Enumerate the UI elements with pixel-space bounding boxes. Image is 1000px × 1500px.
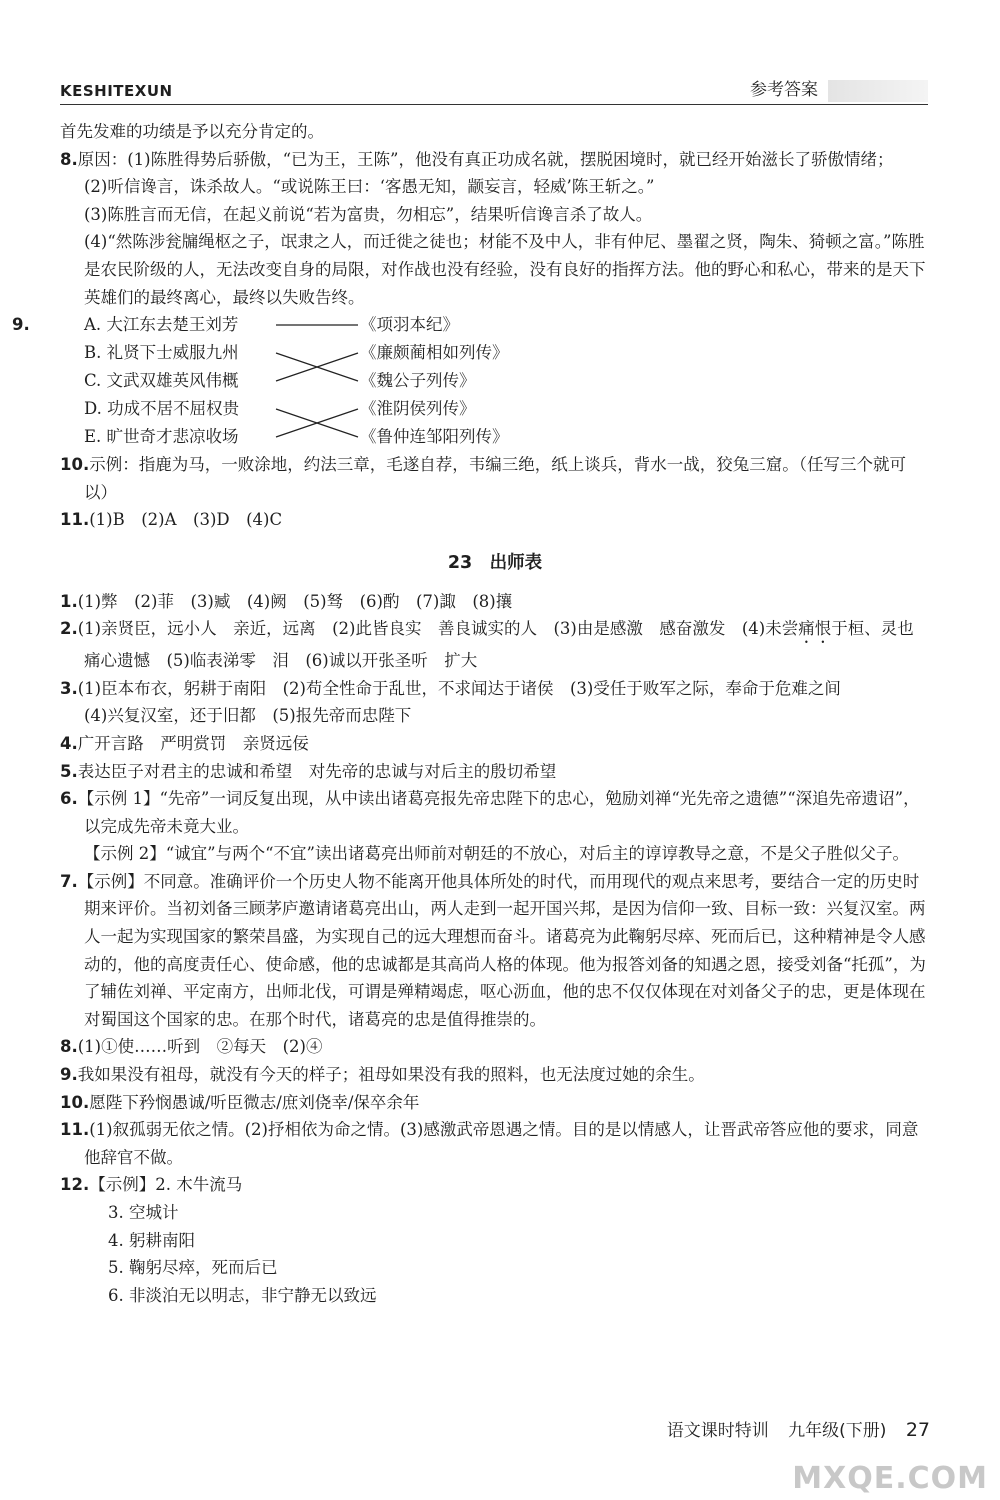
- q8-line: (3)陈胜言而无信，在起义前说“若为富贵，勿相忘”，结果听信谗言杀了故人。: [84, 204, 653, 224]
- lesson-question-12: 12.【示例】2. 木牛流马: [60, 1175, 243, 1195]
- match-right-item: 《廉颇蔺相如列传》: [360, 343, 509, 363]
- q6-example-2: 【示例 2】“诚宜”与两个“不宜”读出诸葛亮出师前对朝廷的不放心，对后主的谆谆教导之意，不是父子胜似父子。: [84, 844, 909, 864]
- matching-exercise: [84, 311, 930, 451]
- lesson-question-2: 2.(1)亲贤臣，远小人 亲近，远离 (2)此皆良实 善良诚实的人 (3)由是感激 感奋激发 (4)未尝痛恨于桓、灵也 痛心遗憾 (5)临表涕零 泪 (6)诚以开张圣听 扩大: [60, 619, 931, 671]
- q12-item: 4. 躬耕南阳: [108, 1230, 195, 1250]
- match-left-item: D. 功成不居不屈权贵: [84, 399, 240, 419]
- lesson-title: 23 出师表: [447, 552, 543, 573]
- lesson-question-3: 3.(1)臣本布衣，躬耕于南阳 (2)苟全性命于乱世，不求闻达于诸侯 (3)受任于败军之际，奉命于危难之间: [60, 678, 841, 698]
- lesson-question-4: 4.广开言路 严明赏罚 亲贤远佞: [60, 733, 309, 753]
- answer-content: [12, 118, 931, 1309]
- question-10: 10.示例：指鹿为马，一败涂地，约法三章，毛遂自荐，韦编三绝，纸上谈兵，背水一战，狡兔三窟。（任写三个就可以）: [60, 455, 906, 502]
- match-left-item: B. 礼贤下士威服九州: [84, 343, 239, 363]
- lesson-question-11: 11.(1)叙孤弱无依之情。(2)抒相依为命之情。(3)感激武帝恩遇之情。目的是以情感人，让晋武帝答应他的要求，同意他辞官不做。: [60, 1120, 919, 1167]
- match-right-item: 《鲁仲连邹阳列传》: [360, 427, 509, 447]
- section-title: 参考答案: [750, 80, 818, 100]
- lesson-question-10: 10.愿陛下矜悯愚诚/听臣微志/庶刘侥幸/保卒余年: [60, 1092, 420, 1112]
- lesson-question-1: 1.(1)弊 (2)菲 (3)臧 (4)阙 (5)驽 (6)酌 (7)諏 (8)攘: [60, 591, 513, 611]
- brand-label: KESHITEXUN: [60, 82, 173, 100]
- q8-line: (4)“然陈涉瓮牖绳枢之子，氓隶之人，而迁徙之徒也；材能不及中人，非有仲尼、墨翟之贤，陶朱、猗顿之富。”陈胜是农民阶级的人，无法改变自身的局限，对作战也没有经验，没有良好的指挥方法。他的野心和私心，带来的是天下英雄们的最终离心，最终以失败告终。: [84, 232, 926, 307]
- watermark: MXQE.COM: [792, 1461, 988, 1496]
- header-decoration: [828, 80, 928, 102]
- match-left-item: A. 大江东去楚王刘芳: [84, 315, 239, 335]
- question-11: 11.(1)B (2)A (3)D (4)C: [60, 510, 283, 530]
- q3-line: (4)兴复汉室，还于旧都 (5)报先帝而忠陛下: [84, 706, 412, 726]
- q8-line: (2)听信谗言，诛杀故人。“或说陈王曰：‘客愚无知，颛妄言，轻威’陈王斩之。”: [84, 177, 655, 197]
- page-header: [60, 78, 928, 105]
- continued-text: 首先发难的功绩是予以充分肯定的。: [60, 122, 324, 141]
- q12-item: 5. 鞠躬尽瘁，死而后已: [108, 1258, 278, 1278]
- match-left-item: C. 文武双雄英风伟概: [84, 371, 239, 391]
- page-number: 27: [905, 1419, 930, 1441]
- match-lines: [274, 311, 364, 451]
- match-right-item: 《魏公子列传》: [360, 371, 476, 391]
- question-8: 8.原因：(1)陈胜得势后骄傲，“已为王，王陈”，他没有真正功成名就，摆脱困境时，就已经开始滋长了骄傲情绪；: [60, 149, 894, 169]
- q12-item: 3. 空城计: [108, 1203, 179, 1222]
- match-left-item: E. 旷世奇才悲凉收场: [84, 427, 239, 447]
- emphasized-word: 痛恨: [798, 619, 832, 639]
- match-right-item: 《淮阴侯列传》: [360, 399, 476, 419]
- lesson-question-7: 7.【示例】不同意。准确评价一个历史人物不能离开他具体所处的时代，而用现代的观点来思考，要结合一定的历史时期来评价。当初刘备三顾茅庐邀请诸葛亮出山，两人走到一起开国兴邦，是因为信仰一致、目标一致：兴复汉室。两人一起为实现国家的繁荣昌盛，为实现自己的远大理想而奋斗。诸葛亮为此鞠躬尽瘁、死而后已，这种精神是令人感动的，他的高度责任心、使命感，他的忠诚都是其高尚人格的体现。他为报答刘备的知遇之恩，接受刘备“托孤”，为了辅佐刘禅、平定南方，出师北伐，可谓是殚精竭虑，呕心沥血，他的忠不仅仅体现在对刘备父子的忠，更是体现在对蜀国这个国家的忠。在那个时代，诸葛亮的忠是值得推崇的。: [60, 871, 926, 1029]
- question-9: 9. A. 大江东去楚王刘芳 B. 礼贤下士威服九州 C. 文武双雄英风伟概 D. 功成不居不屈权贵 E. 旷世奇才悲凉收场 《项羽本纪》 《廉颇蔺相如列传》 《魏公子列传》 《淮阴侯列传》 《鲁仲连邹阳列传》: [60, 311, 930, 451]
- match-right-item: 《项羽本纪》: [360, 315, 459, 335]
- match-left-column: [84, 311, 239, 451]
- lesson-question-9: 9.我如果没有祖母，就没有今天的样子；祖母如果没有我的照料，也无法度过她的余生。: [60, 1065, 705, 1085]
- q12-item: 6. 非淡泊无以明志，非宁静无以致远: [108, 1285, 377, 1305]
- match-right-column: [360, 311, 509, 451]
- lesson-question-6: 6.【示例 1】“先帝”一词反复出现，从中读出诸葛亮报先帝忠陛下的忠心，勉励刘禅“光先帝之遗德”“深追先帝遗诏”，以完成先帝未竟大业。: [60, 789, 920, 836]
- lesson-question-8: 8.(1)①使……听到 ②每天 (2)④: [60, 1037, 323, 1057]
- book-title: 语文课时特训: [666, 1421, 769, 1441]
- lesson-question-5: 5.表达臣子对君主的忠诚和希望 对先帝的忠诚与对后主的殷切希望: [60, 761, 557, 781]
- page-footer: [653, 1416, 930, 1441]
- grade-label: 九年级(下册): [788, 1421, 887, 1441]
